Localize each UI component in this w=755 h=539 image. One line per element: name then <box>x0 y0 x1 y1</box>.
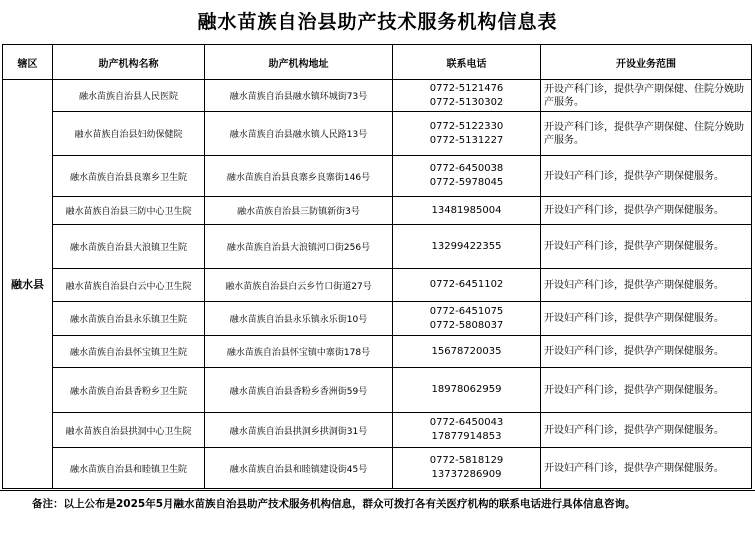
institution-name: 融水苗族自治县白云中心卫生院 <box>53 269 205 302</box>
phone-cell <box>393 269 541 302</box>
phone-cell <box>393 368 541 413</box>
table-row <box>3 80 752 112</box>
service-scope: 开设产科门诊，提供孕产期保健、住院分娩助产服务。 <box>541 80 752 112</box>
phone-number[interactable]: 0772-5131227 <box>429 134 504 146</box>
phone-cell <box>393 302 541 336</box>
phone-number[interactable]: 0772-5818129 <box>429 455 504 466</box>
phone-number[interactable]: 0772-6451075 <box>429 305 504 317</box>
phone-cell <box>393 448 541 489</box>
table-row <box>3 302 752 336</box>
phone-cell <box>393 80 541 112</box>
phone-cell <box>393 112 541 156</box>
service-scope: 开设妇产科门诊，提供孕产期保健服务。 <box>541 269 752 302</box>
service-scope: 开设妇产科门诊，提供孕产期保健服务。 <box>541 336 752 368</box>
institution-address: 融水苗族自治县三防镇新街3号 <box>205 197 393 225</box>
institution-address: 融水苗族自治县融水镇人民路13号 <box>205 112 393 156</box>
institution-address: 融水苗族自治县融水镇环城街73号 <box>205 80 393 112</box>
phone-cell <box>393 413 541 448</box>
divider <box>0 490 755 491</box>
page-title: 融水苗族自治县助产技术服务机构信息表 <box>197 11 558 33</box>
institution-name: 融水苗族自治县香粉乡卫生院 <box>53 368 205 413</box>
institution-address: 融水苗族自治县怀宝镇中寨街178号 <box>205 336 393 368</box>
footnote: 备注：以上公布是2025年5月融水苗族自治县助产技术服务机构信息，群众可拨打各有关医疗机构的联系电话进行具体信息咨询。 <box>32 498 636 510</box>
service-scope: 开设妇产科门诊，提供孕产期保健服务。 <box>541 368 752 413</box>
header-name: 助产机构名称 <box>53 45 205 80</box>
service-scope: 开设妇产科门诊，提供孕产期保健服务。 <box>541 225 752 269</box>
phone-number[interactable]: 0772-5122330 <box>429 120 504 132</box>
header-address: 助产机构地址 <box>205 45 393 80</box>
phone-number[interactable]: 13737286909 <box>431 469 502 480</box>
institution-name: 融水苗族自治县怀宝镇卫生院 <box>53 336 205 368</box>
table-row <box>3 225 752 269</box>
service-scope: 开设妇产科门诊，提供孕产期保健服务。 <box>541 156 752 197</box>
institution-name: 融水苗族自治县人民医院 <box>53 80 205 112</box>
phone-number[interactable]: 13481985004 <box>431 204 502 216</box>
service-scope: 开设妇产科门诊，提供孕产期保健服务。 <box>541 302 752 336</box>
table-row <box>3 269 752 302</box>
institution-name: 融水苗族自治县良寨乡卫生院 <box>53 156 205 197</box>
header-row <box>3 45 752 80</box>
institution-name: 融水苗族自治县妇幼保健院 <box>53 112 205 156</box>
institution-address: 融水苗族自治县香粉乡香洲街59号 <box>205 368 393 413</box>
district-cell: 融水县 <box>3 80 53 489</box>
table-row <box>3 112 752 156</box>
institution-name: 融水苗族自治县拱洞中心卫生院 <box>53 413 205 448</box>
phone-number[interactable]: 0772-6451102 <box>429 279 504 290</box>
phone-cell <box>393 336 541 368</box>
service-scope: 开设产科门诊，提供孕产期保健、住院分娩助产服务。 <box>541 112 752 156</box>
table-row <box>3 336 752 368</box>
table-row <box>3 368 752 413</box>
institution-name: 融水苗族自治县永乐镇卫生院 <box>53 302 205 336</box>
service-scope: 开设妇产科门诊，提供孕产期保健服务。 <box>541 413 752 448</box>
institution-address: 融水苗族自治县白云乡竹口街道27号 <box>205 269 393 302</box>
phone-cell <box>393 197 541 225</box>
phone-cell <box>393 156 541 197</box>
header-scope: 开设业务范围 <box>541 45 752 80</box>
phone-number[interactable]: 18978062959 <box>431 384 502 395</box>
institution-name: 融水苗族自治县三防中心卫生院 <box>53 197 205 225</box>
institution-name: 融水苗族自治县和睦镇卫生院 <box>53 448 205 489</box>
phone-number[interactable]: 0772-5808037 <box>429 319 504 331</box>
institution-address: 融水苗族自治县和睦镇建设街45号 <box>205 448 393 489</box>
institution-table <box>2 44 752 489</box>
phone-number[interactable]: 15678720035 <box>431 345 502 357</box>
phone-number[interactable]: 0772-5978045 <box>429 177 504 188</box>
phone-number[interactable]: 0772-6450038 <box>429 163 504 174</box>
phone-number[interactable]: 0772-5130302 <box>429 96 504 108</box>
institution-name: 融水苗族自治县大浪镇卫生院 <box>53 225 205 269</box>
service-scope: 开设妇产科门诊，提供孕产期保健服务。 <box>541 197 752 225</box>
institution-address: 融水苗族自治县大浪镇河口街256号 <box>205 225 393 269</box>
institution-address: 融水苗族自治县拱洞乡拱洞街31号 <box>205 413 393 448</box>
phone-number[interactable]: 0772-5121476 <box>429 82 504 94</box>
phone-number[interactable]: 13299422355 <box>431 240 502 252</box>
service-scope: 开设妇产科门诊，提供孕产期保健服务。 <box>541 448 752 489</box>
phone-number[interactable]: 0772-6450043 <box>429 417 504 428</box>
table-row <box>3 413 752 448</box>
table-row <box>3 197 752 225</box>
table-body <box>3 80 752 489</box>
phone-cell <box>393 225 541 269</box>
table-row <box>3 448 752 489</box>
header-district: 辖区 <box>3 45 53 80</box>
table-row <box>3 156 752 197</box>
header-phone: 联系电话 <box>393 45 541 80</box>
institution-address: 融水苗族自治县良寨乡良寨街146号 <box>205 156 393 197</box>
phone-number[interactable]: 17877914853 <box>431 431 502 442</box>
institution-address: 融水苗族自治县永乐镇永乐街10号 <box>205 302 393 336</box>
